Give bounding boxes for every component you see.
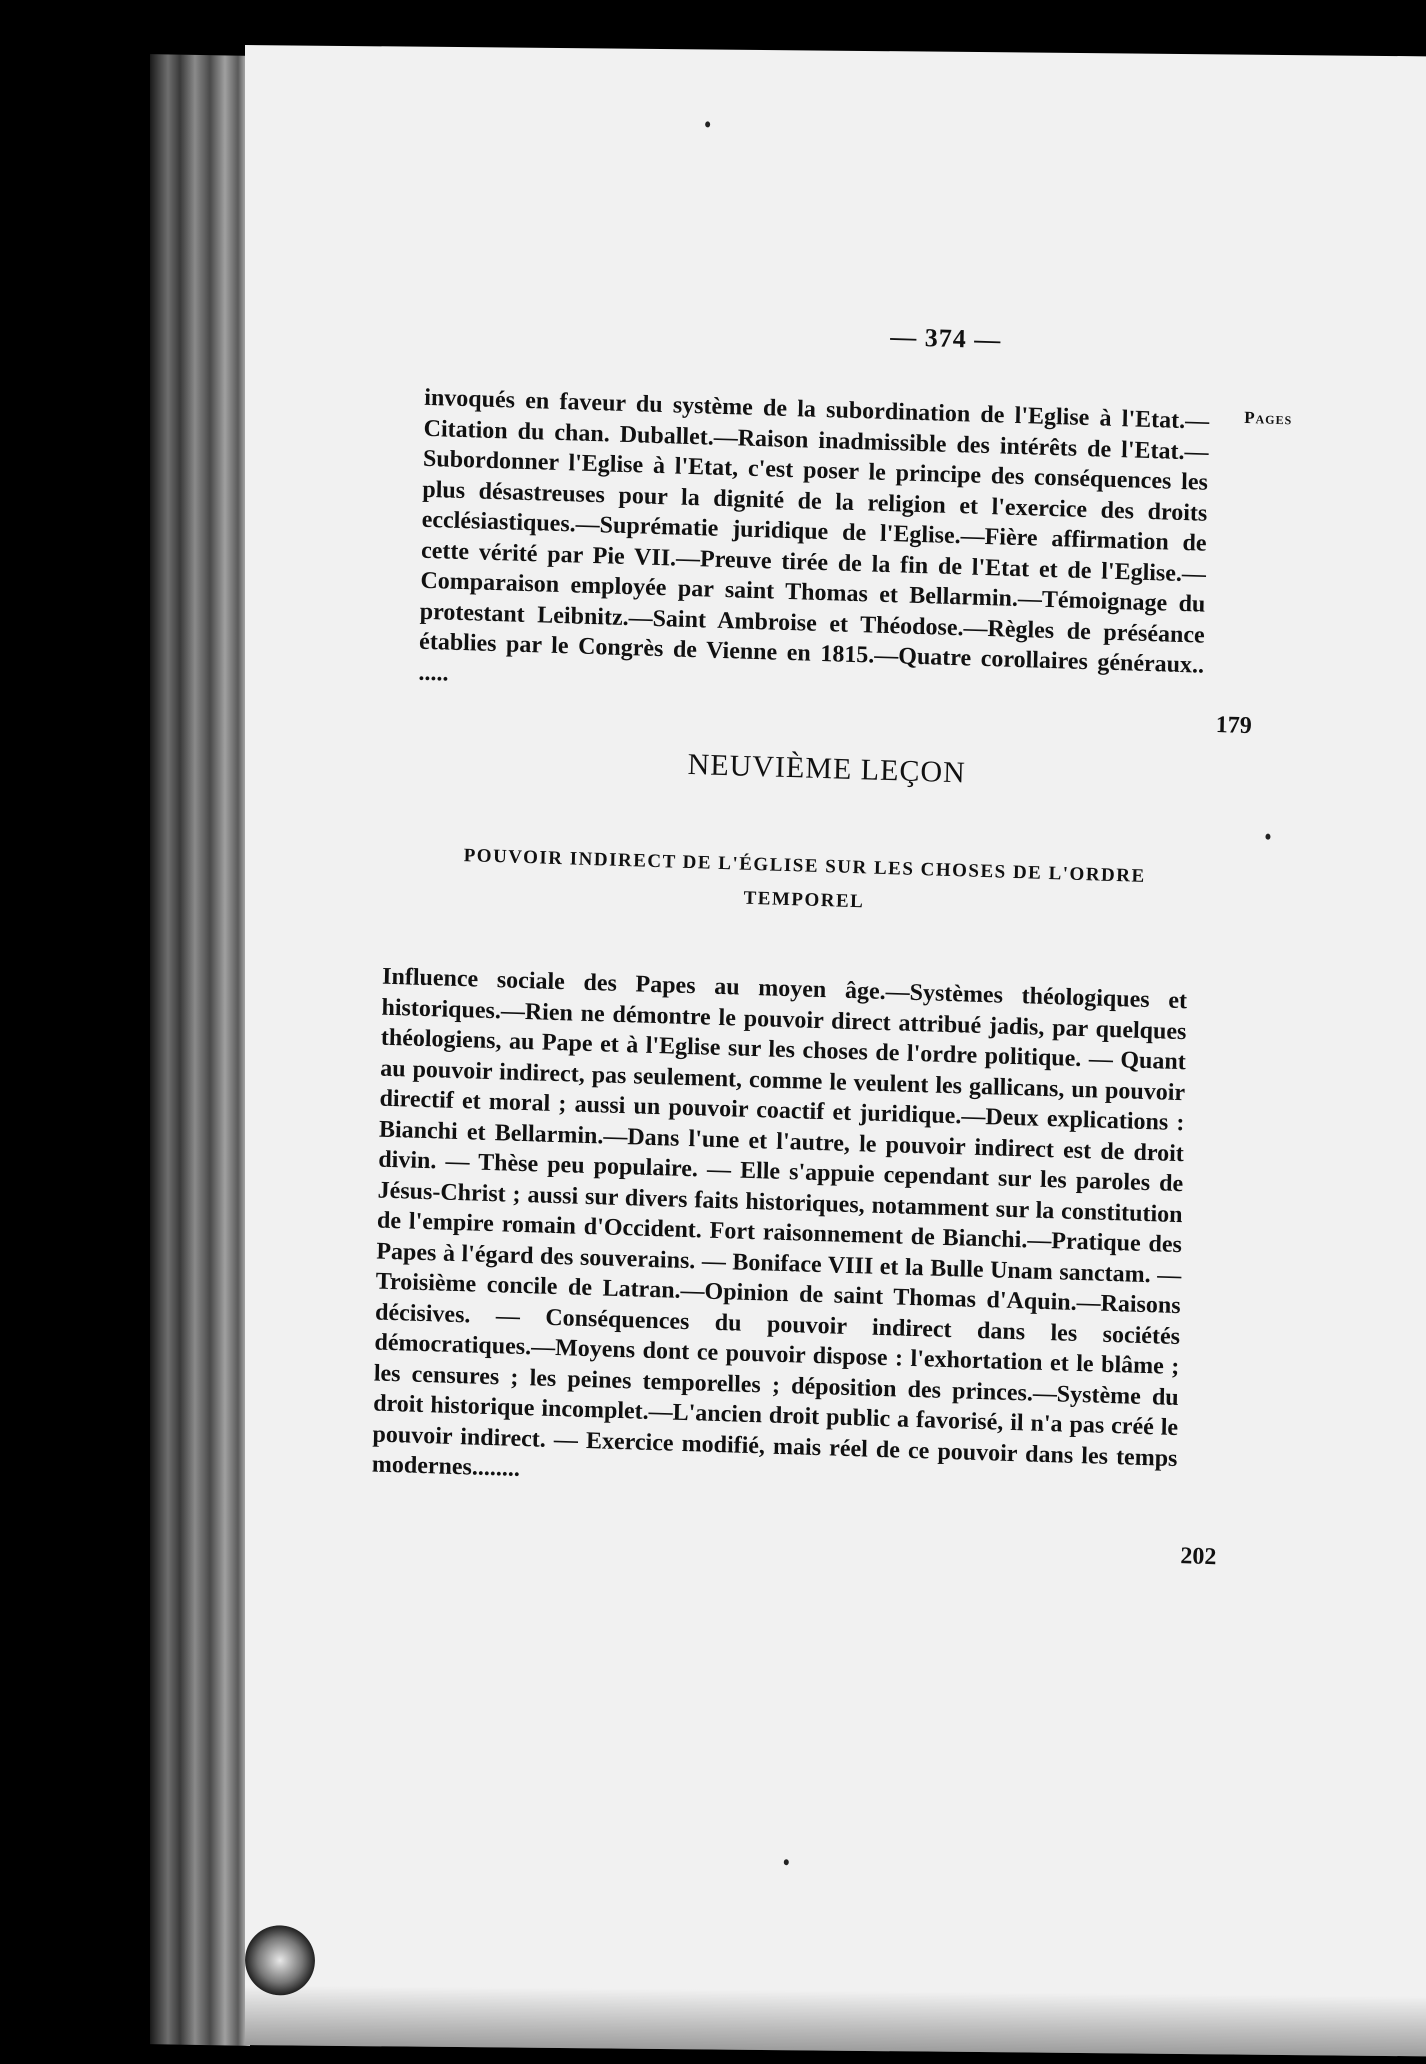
print-speck (705, 121, 710, 127)
toc-entry-summary: Influence sociale des Papes au moyen âge.—Systèmes théologiques et historiques.—Rien ne démontre le pouvoir direct attribué jadis, par quelques théologiens, au Pape et à l'Eglise sur les choses de l'ordre politique. — Quant au pouvoir indirect, pas seulement, comme le veulent les gallicans, un pouvoir directif et moral ; aussi un pouvoir coactif et juridique.—Deux explications : Bianchi et Bellarmin.—Dans l'une et l'autre, le pouvoir indirect est de droit divin. — Thèse peu populaire. — Elle s'appuie cependant sur les paroles de Jésus-Christ ; aussi sur divers faits historiques, notamment sur la constitution de l'empire romain d'Occident. Fort raisonnement de Bianchi.—Pratique des Papes à l'égard des souverains. — Boniface VIII et la Bulle Unam sanctam. — Troisième concile de Latran.—Opinion de saint Thomas d'Aquin.—Raisons décisives. — Conséquences du pouvoir indirect dans les sociétés démocratiques.—Moyens dont ce pouvoir dispose : l'exhortation et le blâme ; les censures ; les peines temporelles ; déposition des princes.—Système du droit historique incomplet.—L'ancien droit public a favorisé, il n'a pas créé le pouvoir indirect. — Exercice modifié, mais réel de ce pouvoir dans les temps modernes........ (371, 963, 1188, 1482)
page-text-block (220, 33, 1426, 2064)
lesson-subtitle-line: TEMPOREL (743, 887, 865, 913)
print-speck (1265, 834, 1270, 840)
lesson-subtitle (374, 836, 1235, 930)
pages-column-label: Pages (1244, 407, 1293, 429)
lesson-subtitle-line: POUVOIR INDIRECT DE L'ÉGLISE SUR LES CHOSES DE L'ORDRE (463, 845, 1146, 887)
toc-entry-page-ref: 179 (1215, 712, 1253, 740)
print-speck (784, 1859, 789, 1865)
lesson-heading: NEUVIÈME LEÇON (687, 747, 967, 790)
toc-entry-page-ref: 202 (1180, 1543, 1217, 1571)
page-number: — 374 — (889, 322, 1002, 355)
toc-entry-summary: invoqués en faveur du système de la subordination de l'Eglise à l'Etat.—Citation du chan. Duballet.—Raison inadmissible des intérêts de l'Etat.—Subordonner l'Eglise à l'Etat, c'est poser le principe des conséquences les plus désastreuses pour la dignité de la religion et l'exercice des droits ecclésiastiques.—Suprématie juridique de l'Eglise.—Fière affirmation de cette vérité par Pie VII.—Preuve tirée de la fin de l'Etat et de l'Eglise.—Comparaison employée par saint Thomas et Bellarmin.—Témoignage du protestant Leibnitz.—Saint Ambroise et Théodose.—Règles de préséance établies par le Congrès de Vienne en 1815.—Quatre corollaires généraux.. ..... (418, 384, 1210, 687)
book-page (245, 45, 1426, 2056)
